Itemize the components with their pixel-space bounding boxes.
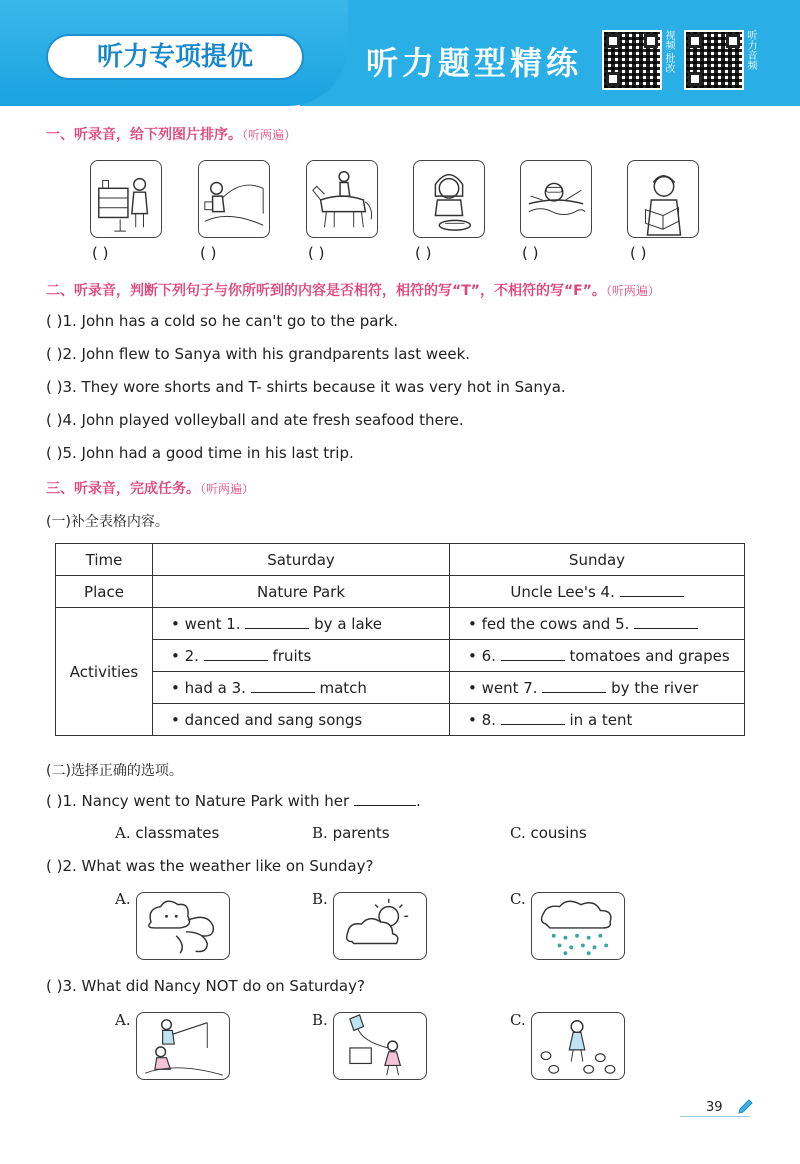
q3-option-a-picture[interactable] <box>136 1012 230 1080</box>
pencil-icon <box>736 1098 754 1120</box>
activity-text: by the river <box>611 679 699 697</box>
picture-girl-cleaning <box>90 160 162 238</box>
q3-option-c-letter[interactable]: C. <box>510 1011 526 1029</box>
option-letter: B. <box>312 824 328 842</box>
table-cell: Sunday <box>450 544 745 576</box>
table-cell <box>153 608 450 640</box>
answer-blank[interactable] <box>501 646 565 661</box>
tf-item-3[interactable]: ( )3. They wore shorts and T- shirts because it was very hot in Sanya. <box>46 378 566 396</box>
answer-bracket[interactable]: ( ) <box>308 244 325 262</box>
qr-code-audio[interactable] <box>684 30 744 90</box>
swimming-icon <box>521 161 591 237</box>
part1-heading: (一)补全表格内容。 <box>46 514 169 530</box>
activity-text: • fed the cows and 5. <box>468 615 630 633</box>
table-row <box>56 608 745 640</box>
q1-option-b[interactable] <box>312 824 390 842</box>
activity-text: • 2. <box>171 647 199 665</box>
q2-option-c-letter[interactable]: C. <box>510 890 526 908</box>
answer-blank[interactable] <box>620 582 684 597</box>
table-cell <box>153 704 450 736</box>
picture-fishing <box>198 160 270 238</box>
answer-blank[interactable] <box>251 678 315 693</box>
table-cell: Time <box>56 544 153 576</box>
kite-flying-icon <box>334 1013 426 1079</box>
activity-text: • danced and sang songs <box>171 710 363 729</box>
answer-bracket[interactable]: ( ) <box>200 244 217 262</box>
windy-icon <box>137 893 229 959</box>
reading-icon <box>628 161 698 237</box>
choice-q1[interactable] <box>46 791 421 810</box>
activity-table <box>55 543 745 736</box>
answer-bracket[interactable]: ( ) <box>522 244 539 262</box>
answer-blank[interactable] <box>354 791 416 806</box>
fishing-icon <box>137 1013 229 1079</box>
option-text: classmates <box>135 824 220 842</box>
q1-stem: ( )1. Nancy went to Nature Park with her <box>46 792 350 810</box>
option-letter: C. <box>510 824 526 842</box>
picture-horse-riding <box>306 160 378 238</box>
picture-eating <box>413 160 485 238</box>
q2-option-a-letter[interactable]: A. <box>115 890 131 908</box>
answer-blank[interactable] <box>634 614 698 629</box>
activity-text: match <box>319 679 367 697</box>
activity-text: • 8. <box>468 711 496 729</box>
section3-heading-text: 三、听录音，完成任务。 <box>46 481 200 497</box>
answer-blank[interactable] <box>204 646 268 661</box>
section3-heading <box>46 478 254 498</box>
answer-blank[interactable] <box>542 678 606 693</box>
page-number: 39 <box>706 1100 723 1115</box>
section2-heading-text: 二、听录音，判断下列句子与你所听到的内容是否相符，相符的写“T”，不相符的写“F”。 <box>46 283 606 299</box>
answer-blank[interactable] <box>245 614 309 629</box>
feeding-chickens-icon <box>532 1013 624 1079</box>
section1-note: （听两遍） <box>242 128 297 142</box>
activity-text: tomatoes and grapes <box>569 647 730 665</box>
q1-option-c[interactable] <box>510 824 587 842</box>
girl-cleaning-icon <box>91 161 161 237</box>
tf-item-5[interactable]: ( )5. John had a good time in his last trip. <box>46 444 354 462</box>
answer-bracket[interactable]: ( ) <box>415 244 432 262</box>
qr-label-video: 视频·批改 <box>663 30 674 74</box>
table-cell <box>450 576 745 608</box>
eating-icon <box>414 161 484 237</box>
page-title: 听力题型精练 <box>366 44 583 82</box>
option-text: parents <box>332 824 390 842</box>
part2-heading: (二)选择正确的选项。 <box>46 763 183 779</box>
q3-option-a-letter[interactable]: A. <box>115 1011 131 1029</box>
section1-heading-text: 一、听录音，给下列图片排序。 <box>46 127 242 143</box>
choice-q2[interactable]: ( )2. What was the weather like on Sunday? <box>46 857 374 875</box>
activity-text: in a tent <box>569 711 633 729</box>
table-cell <box>153 672 450 704</box>
picture-swimming <box>520 160 592 238</box>
table-row <box>56 672 745 704</box>
qr-code-video[interactable] <box>602 30 662 90</box>
section2-heading <box>46 280 786 300</box>
q3-option-b-picture[interactable] <box>333 1012 427 1080</box>
option-letter: A. <box>115 824 131 842</box>
table-cell: Place <box>56 576 153 608</box>
choice-q3[interactable]: ( )3. What did Nancy NOT do on Saturday? <box>46 977 365 995</box>
q3-option-c-picture[interactable] <box>531 1012 625 1080</box>
answer-bracket[interactable]: ( ) <box>630 244 647 262</box>
section3-note: （听两遍） <box>200 482 255 496</box>
picture-reading <box>627 160 699 238</box>
table-row <box>56 576 745 608</box>
option-text: cousins <box>530 824 587 842</box>
q3-option-b-letter[interactable]: B. <box>312 1011 328 1029</box>
sunny-cloudy-icon <box>334 893 426 959</box>
table-cell: Activities <box>56 608 153 736</box>
horse-riding-icon <box>307 161 377 237</box>
table-cell <box>450 608 745 640</box>
table-row <box>56 544 745 576</box>
section1-heading <box>46 124 296 144</box>
answer-blank[interactable] <box>501 710 565 725</box>
table-cell <box>450 704 745 736</box>
q1-end: . <box>415 792 421 810</box>
series-label: 听力专项提优 <box>96 42 253 72</box>
q2-option-b-letter[interactable]: B. <box>312 890 328 908</box>
fishing-icon <box>199 161 269 237</box>
activity-text: • went 7. <box>468 679 538 697</box>
qr-label-audio: 听力音频 <box>745 30 756 70</box>
tf-item-2[interactable]: ( )2. John flew to Sanya with his grandparents last week. <box>46 345 471 363</box>
tf-item-4[interactable]: ( )4. John played volleyball and ate fresh seafood there. <box>46 411 464 429</box>
table-cell <box>450 672 745 704</box>
table-cell: Saturday <box>153 544 450 576</box>
activity-text: by a lake <box>314 615 383 633</box>
activity-text: • 6. <box>468 647 496 665</box>
section2-note: （听两遍） <box>605 284 660 298</box>
q2-option-a-picture[interactable] <box>136 892 230 960</box>
q1-option-a[interactable] <box>115 824 219 842</box>
rainy-icon <box>532 893 624 959</box>
activity-text: • went 1. <box>171 615 241 633</box>
table-row <box>56 704 745 736</box>
activity-text: • had a 3. <box>171 679 246 697</box>
place-sunday-text: Uncle Lee's 4. <box>510 583 615 601</box>
table-cell <box>153 640 450 672</box>
table-cell <box>450 640 745 672</box>
q2-option-b-picture[interactable] <box>333 892 427 960</box>
table-row <box>56 640 745 672</box>
answer-bracket[interactable]: ( ) <box>92 244 109 262</box>
table-cell: Nature Park <box>153 576 450 608</box>
tf-item-1[interactable]: ( )1. John has a cold so he can't go to the park. <box>46 312 399 330</box>
activity-text: fruits <box>272 647 312 665</box>
q2-option-c-picture[interactable] <box>531 892 625 960</box>
